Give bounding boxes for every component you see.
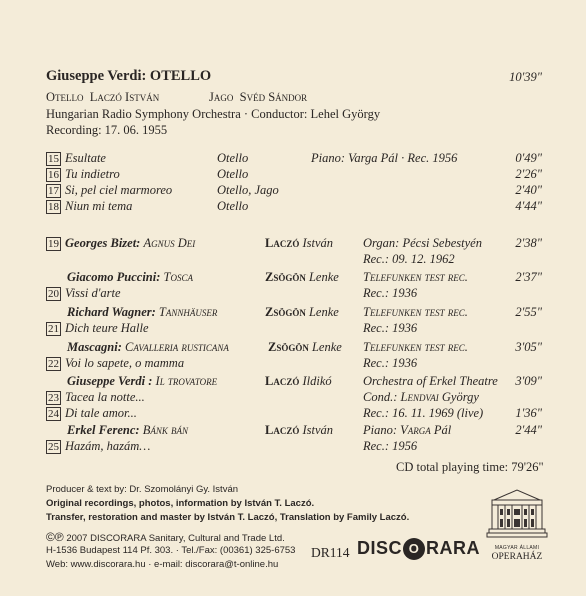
- opera-house-small-label: MAGYAR ÁLLAMI: [494, 545, 540, 551]
- credit-address: H-1536 Budapest 114 Pf. 303. · Tel./Fax: (00361) 325-6753: [46, 545, 296, 556]
- track-25-note2: Rec.: 1956: [363, 439, 418, 453]
- track-16-duration: 2'26": [515, 167, 542, 181]
- track-19-note2: Rec.: 09. 12. 1962: [363, 252, 455, 266]
- credit-producer: Producer & text by: Dr. Szomolányi Gy. István: [46, 484, 239, 495]
- singer-jago: Svéd Sándor: [239, 90, 308, 104]
- role-otello: Otello: [46, 90, 84, 104]
- opera-house-building-icon: [486, 486, 548, 540]
- track-19-note1: Organ: Pécsi Sebestyén: [363, 236, 482, 250]
- track-21-note2: Rec.: 1936: [363, 321, 418, 335]
- track-21-singer: Zsögön Lenke: [265, 305, 339, 319]
- track-19-singer: Laczó István: [265, 236, 334, 250]
- track-23-note1: Orchestra of Erkel Theatre: [363, 374, 498, 388]
- track-22-work: Mascagni: Cavalleria rusticana: [67, 340, 229, 354]
- track-21-note1: Telefunken test rec.: [363, 305, 468, 319]
- track-18: 18 Niun mi tema: [48, 199, 133, 214]
- track-15-note: Piano: Varga Pál · Rec. 1956: [311, 151, 458, 165]
- track-20-singer: Zsögön Lenke: [265, 270, 339, 284]
- track-22-singer: Zsögön Lenke: [268, 340, 342, 354]
- track-22-note2: Rec.: 1936: [363, 356, 418, 370]
- track-23-duration: 3'09": [515, 374, 542, 388]
- track-22-note1: Telefunken test rec.: [363, 340, 468, 354]
- track-20-work: Giacomo Puccini: Tosca: [67, 270, 193, 284]
- recording-date: Recording: 17. 06. 1955: [46, 123, 168, 137]
- catalog-number: DR114: [311, 545, 350, 560]
- opera-house-name: OPERAHÁZ: [491, 552, 543, 562]
- track-16-role: Otello: [217, 167, 249, 181]
- track-20: 20 Vissi d'arte: [48, 286, 121, 301]
- track-24-note3: Rec.: 16. 11. 1969 (live): [363, 406, 484, 420]
- track-20-duration: 2'37": [515, 270, 542, 284]
- track-20-note1: Telefunken test rec.: [363, 270, 468, 284]
- cd-total-time: CD total playing time: 79'26": [396, 460, 544, 474]
- track-18-duration: 4'44": [515, 199, 542, 213]
- orchestra-line: Hungarian Radio Symphony Orchestra · Conductor: Lehel György: [46, 107, 381, 121]
- track-15-role: Otello: [217, 151, 249, 165]
- track-16: 16 Tu indietro: [48, 167, 120, 182]
- credit-original: Original recordings, photos, information by István T. Laczó.: [46, 498, 315, 509]
- credit-web: Web: www.discorara.hu · e-mail: discorara@t-online.hu: [46, 559, 279, 570]
- track-23-work: Giuseppe Verdi : Il trovatore: [67, 374, 218, 388]
- total-duration: 10'39": [509, 70, 542, 84]
- cast-line: [46, 90, 159, 105]
- track-25-work: Erkel Ferenc: Bánk bán: [67, 423, 188, 437]
- credit-copyright: ©℗ 2007 DISCORARA Sanitary, Cultural and Trade Ltd.: [46, 530, 285, 544]
- track-21-duration: 2'55": [515, 305, 542, 319]
- track-17-role: Otello, Jago: [217, 183, 279, 197]
- copyright-icon: ©℗: [46, 530, 64, 544]
- opera-house-logo: [486, 486, 548, 576]
- track-25-duration: 2'44": [515, 423, 542, 437]
- track-19: 19 Georges Bizet: Agnus Dei: [48, 236, 196, 251]
- track-23-note2: Cond.: Lendvai György: [363, 390, 479, 404]
- track-17-duration: 2'40": [515, 183, 542, 197]
- track-24-duration: 1'36": [515, 406, 542, 420]
- role-jago: Jago: [209, 90, 234, 104]
- track-22-duration: 3'05": [515, 340, 542, 354]
- track-25-note1: Piano: Varga Pál: [363, 423, 452, 437]
- track-21-work: Richard Wagner: Tannhäuser: [67, 305, 218, 319]
- track-25-singer: Laczó István: [265, 423, 334, 437]
- track-23-singer: Laczó Ildikó: [265, 374, 332, 388]
- album-title: Giuseppe Verdi: OTELLO: [46, 68, 212, 84]
- track-24: 24 Di tale amor...: [48, 406, 137, 421]
- track-15: 15 Esultate: [48, 151, 106, 166]
- discorara-logo: DISC O RARA: [357, 538, 480, 560]
- track-22: 22 Voi lo sapete, o mamma: [48, 356, 185, 371]
- track-20-note2: Rec.: 1936: [363, 286, 418, 300]
- disc-circle-icon: O: [403, 538, 425, 560]
- cast-line-2: [209, 90, 307, 105]
- track-21: 21 Dich teure Halle: [48, 321, 149, 336]
- track-18-role: Otello: [217, 199, 249, 213]
- singer-otello: Laczó István: [89, 90, 160, 104]
- track-25: 25 Hazám, hazám…: [48, 439, 151, 454]
- track-15-duration: 0'49": [515, 151, 542, 165]
- track-19-duration: 2'38": [515, 236, 542, 250]
- track-17: 17 Si, pel ciel marmoreo: [48, 183, 173, 198]
- track-23: 23 Tacea la notte...: [48, 390, 145, 405]
- credit-transfer: Transfer, restoration and master by István T. Laczó, Translation by Family Laczó.: [46, 512, 410, 523]
